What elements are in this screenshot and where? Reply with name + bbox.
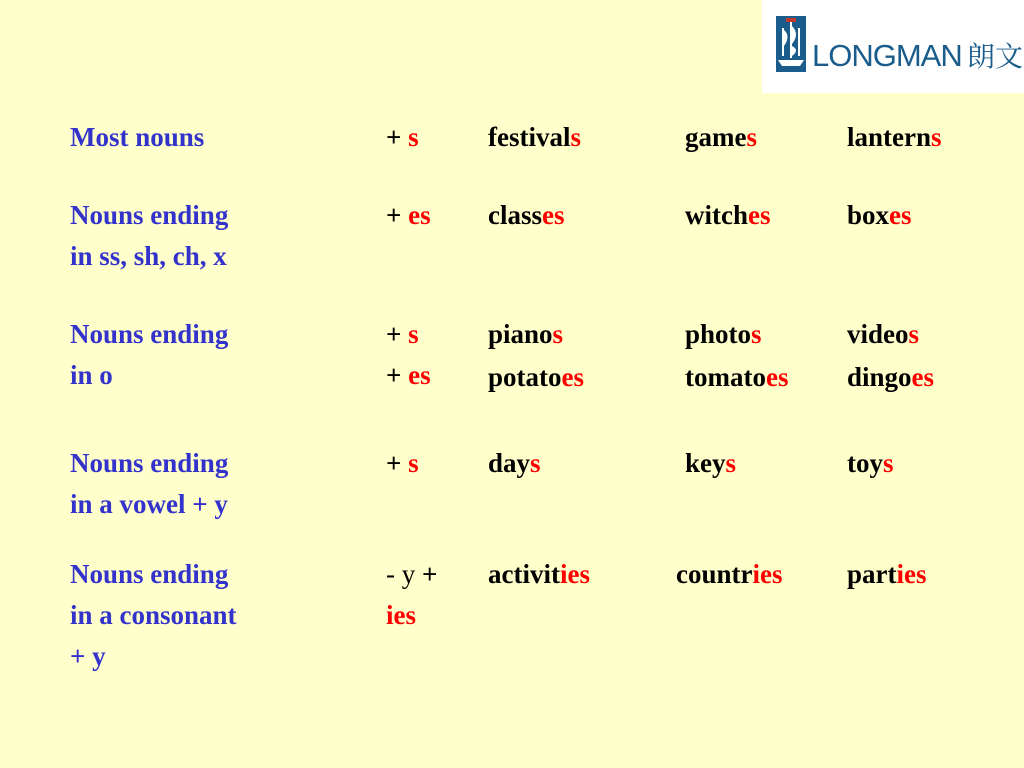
rule-add-s-or-es: + s + es (386, 319, 431, 390)
rule-add-s (386, 117, 419, 158)
longman-logo (762, 0, 1024, 93)
logo-brand-text: LONGMAN (812, 38, 962, 73)
example-word: activities (488, 559, 590, 589)
example-word: photos (685, 319, 762, 349)
rule-suffix: s (408, 122, 419, 152)
category-ending-o: Nouns ending in o (70, 319, 229, 390)
category-line: Most nouns (70, 122, 205, 152)
category-vowel-y: Nouns ending in a vowel + y (70, 448, 229, 519)
example-word: toys (847, 448, 894, 478)
rule-add-s: + s (386, 448, 419, 478)
example-word: videos (847, 319, 920, 349)
ship-logo-icon (774, 16, 808, 76)
example-word: tomatoes (685, 362, 789, 392)
rule-prefix: + (386, 122, 409, 152)
example-word: keys (685, 448, 737, 478)
example-word: pianos (488, 319, 564, 349)
example-word: festivals (488, 122, 581, 152)
example-word: lanterns (847, 122, 942, 152)
category-most-nouns (70, 117, 204, 158)
example-word: countries (676, 559, 783, 589)
example-word: games (685, 122, 757, 152)
category-ss-sh-ch-x: Nouns ending in ss, sh, ch, x (70, 200, 229, 271)
rule-add-es: + es (386, 200, 431, 230)
category-consonant-y: Nouns ending in a consonant + y (70, 559, 237, 671)
example-word: potatoes (488, 362, 584, 392)
example-word: dingoes (847, 362, 935, 392)
logo-chinese-text: 朗文 (967, 40, 1024, 73)
example-word: classes (488, 200, 565, 230)
example-word: witches (685, 200, 771, 230)
example-word: boxes (847, 200, 912, 230)
example-word: parties (847, 559, 927, 589)
rule-y-to-ies: - y + ies (386, 559, 438, 630)
example-word: days (488, 448, 541, 478)
